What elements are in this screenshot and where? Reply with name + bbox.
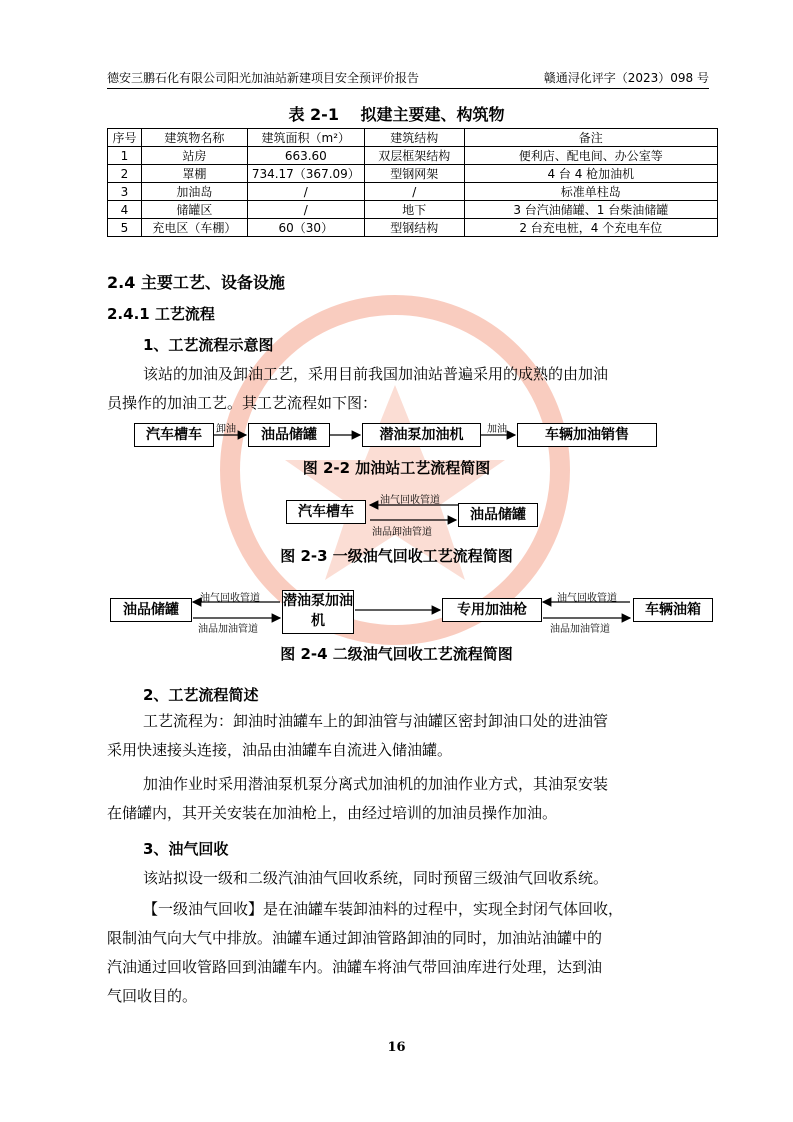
paragraph-stage1-recovery <box>107 895 719 1011</box>
figure-caption-2-2: 图 2-2 加油站工艺流程简图 <box>302 459 491 477</box>
text-line: 限制油气向大气中排放。油罐车通过卸油管路卸油的同时，加油站油罐中的 <box>107 929 603 947</box>
table-cell: 罩棚 <box>141 165 247 183</box>
flow-box-dispenser: 潜油泵加油机 <box>362 423 481 447</box>
flow-label-vapor-pipe: 油气回收管道 <box>200 593 260 604</box>
flow-label-refuel-pipe: 油品加油管道 <box>550 624 610 635</box>
header-report-number: 赣通浔化评字（2023）098 号 <box>543 71 709 85</box>
table-cell: 2 台充电桩，4 个充电车位 <box>464 219 717 237</box>
flow-label-unload-pipe: 油品卸油管道 <box>372 527 432 538</box>
text-line: 加油作业时采用潜油泵机泵分离式加油机的加油作业方式，其油泵安装 <box>143 775 609 793</box>
table-cell: 4 台 4 枪加油机 <box>464 165 717 183</box>
paragraph-unloading <box>107 707 719 765</box>
flow-label-unload: 卸油 <box>216 424 236 435</box>
subheading-flow-description: 2、工艺流程简述 <box>143 686 259 704</box>
col-header: 建筑物名称 <box>141 129 247 147</box>
text-line: 该站拟设一级和二级汽油油气回收系统，同时预留三级油气回收系统。 <box>143 869 609 887</box>
paragraph-refueling <box>107 770 719 828</box>
table-cell: 加油岛 <box>141 183 247 201</box>
text-line: 【一级油气回收】是在油罐车装卸油料的过程中，实现全封闭气体回收， <box>143 900 624 918</box>
section-heading-2-4-1: 2.4.1 工艺流程 <box>107 305 215 323</box>
table-cell: 型钢网架 <box>364 165 464 183</box>
table-cell: 地下 <box>364 201 464 219</box>
table-cell: 站房 <box>141 147 247 165</box>
table-cell: / <box>247 201 364 219</box>
table-cell: 663.60 <box>247 147 364 165</box>
table-cell: 双层框架结构 <box>364 147 464 165</box>
table-title: 表 2-1 拟建主要建、构筑物 <box>288 105 505 124</box>
table-cell: / <box>364 183 464 201</box>
figure-caption-2-4: 图 2-4 二级油气回收工艺流程简图 <box>280 645 513 663</box>
section-heading-2-4: 2.4 主要工艺、设备设施 <box>107 273 285 292</box>
flow-label-vapor-pipe: 油气回收管道 <box>557 593 617 604</box>
flow-label-refuel: 加油 <box>487 424 507 435</box>
col-header: 建筑结构 <box>364 129 464 147</box>
table-cell: 充电区（车棚） <box>141 219 247 237</box>
text-line: 工艺流程为：卸油时油罐车上的卸油管与油罐区密封卸油口处的进油管 <box>143 712 609 730</box>
figure-caption-2-3: 图 2-3 一级油气回收工艺流程简图 <box>280 547 513 565</box>
text-line: 采用快速接头连接，油品由油罐车自流进入储油罐。 <box>107 741 453 759</box>
header-report-title: 德安三鹏石化有限公司阳光加油站新建项目安全预评价报告 <box>107 71 420 85</box>
flow-box-storage-tank: 油品储罐 <box>458 503 538 527</box>
table-cell: 734.17（367.09） <box>247 165 364 183</box>
table-cell: 3 <box>108 183 142 201</box>
subheading-flow-diagram: 1、工艺流程示意图 <box>143 336 274 354</box>
text-line: 气回收目的。 <box>107 987 198 1005</box>
flow-box-tanker: 汽车槽车 <box>286 500 366 524</box>
text-line: 员操作的加油工艺。其工艺流程如下图： <box>107 394 378 412</box>
table-cell: 型钢结构 <box>364 219 464 237</box>
flow-box-nozzle: 专用加油枪 <box>442 598 542 622</box>
table-cell: / <box>247 183 364 201</box>
page-number: 16 <box>387 1040 406 1055</box>
flow-label-vapor-pipe: 油气回收管道 <box>380 495 440 506</box>
col-header: 建筑面积（m²） <box>247 129 364 147</box>
table-cell: 60（30） <box>247 219 364 237</box>
text-line: 该站的加油及卸油工艺，采用目前我国加油站普遍采用的成熟的由加油 <box>143 365 609 383</box>
subheading-vapor-recovery: 3、油气回收 <box>143 840 229 858</box>
col-header: 备注 <box>464 129 717 147</box>
flow-box-storage-tank: 油品储罐 <box>248 423 330 447</box>
flow-box-storage-tank: 油品储罐 <box>110 598 192 622</box>
table-cell: 储罐区 <box>141 201 247 219</box>
table-cell: 1 <box>108 147 142 165</box>
table-cell: 标准单柱岛 <box>464 183 717 201</box>
col-header: 序号 <box>108 129 142 147</box>
table-cell: 5 <box>108 219 142 237</box>
table-cell: 2 <box>108 165 142 183</box>
text-line: 汽油通过回收管路回到油罐车内。油罐车将油气带回油库进行处理，达到油 <box>107 958 603 976</box>
table-cell: 4 <box>108 201 142 219</box>
flow-box-vehicle-tank: 车辆油箱 <box>633 598 713 622</box>
text-line: 在储罐内，其开关安装在加油枪上，由经过培训的加油员操作加油。 <box>107 804 558 822</box>
flow-label-refuel-pipe: 油品加油管道 <box>198 624 258 635</box>
table-cell: 便利店、配电间、办公室等 <box>464 147 717 165</box>
flow-box-dispenser: 潜油泵加油机 <box>282 590 354 634</box>
table-cell: 3 台汽油储罐、1 台柴油储罐 <box>464 201 717 219</box>
paragraph-vapor-systems <box>107 864 719 893</box>
flow-box-tanker: 汽车槽车 <box>134 423 214 447</box>
flow-box-vehicle-sales: 车辆加油销售 <box>517 423 657 447</box>
